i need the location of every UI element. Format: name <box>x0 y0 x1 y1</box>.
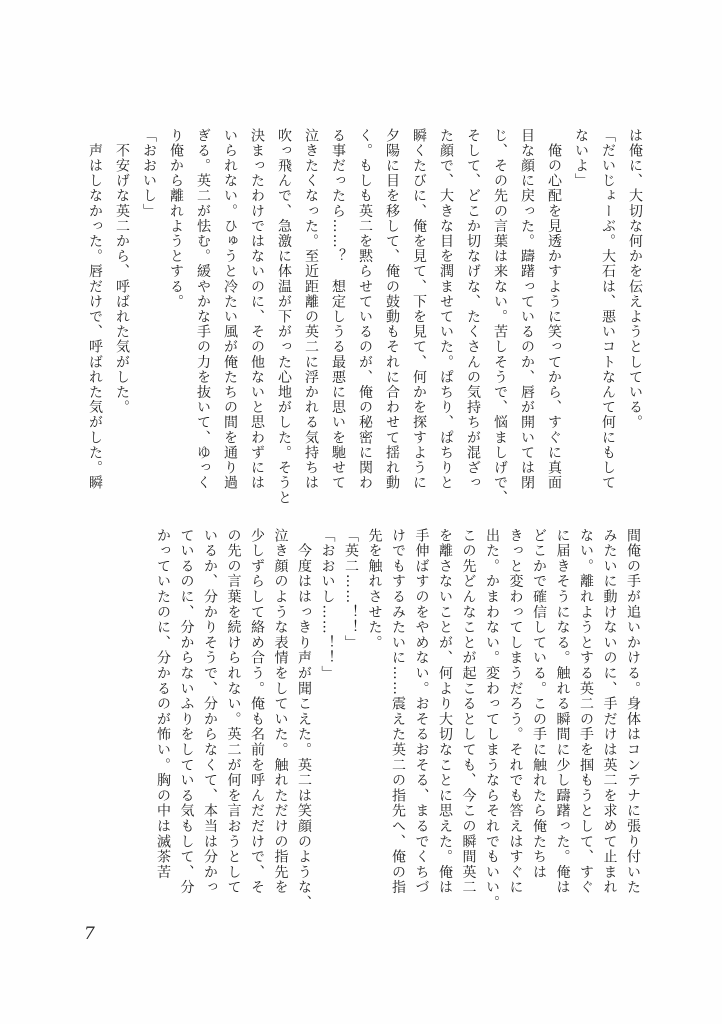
text-column: 泣き顔のような表情をしていた。触れただけの指先を <box>272 528 289 896</box>
text-column: を離さないことが、何より大切なことに思えた。俺は <box>437 528 453 896</box>
text-column: いられない。ひゅうと冷たい風が俺たちの間を通り過 <box>222 128 238 491</box>
text-column: みたいに動けないのに、手だけは英二を求めて止まれ <box>601 528 618 896</box>
text-column: そして、どこか切なげな、たくさんの気持ちが混ざっ <box>465 128 481 491</box>
text-column: 泣きたくなった。至近距離の英二に浮かれる気持ちは <box>303 128 319 491</box>
text-column: 声はしなかった。唇だけで、呼ばれた気がした。瞬 <box>87 128 103 491</box>
text-column: けでもするみたいに……震えた英二の指先へ、俺の指 <box>390 528 406 896</box>
text-column: 「だいじょーぶ。大石は、悪いコトなんて何にもして <box>600 128 616 491</box>
text-column: ないよ」 <box>573 128 589 189</box>
page-number: 7 <box>84 924 95 944</box>
text-column: 少しずらして絡め合う。俺も名前を呼んだだけで、そ <box>249 528 265 896</box>
story-text-top-block <box>81 128 648 506</box>
text-column: 決まったわけではないのに、その他ないと思わずには <box>249 128 265 491</box>
text-column: く。もしも英二を黙らせているのが、俺の秘密に関わ <box>357 128 373 491</box>
text-column: は俺に、大切な何かを伝えようとしている。 <box>627 128 643 430</box>
text-column: た顔で、大きな目を潤ませていた。ぱちり、ぱちりと <box>438 128 454 491</box>
text-column: ているのに、分からないふりをしている気もして、分 <box>178 528 195 896</box>
text-column: 俺の心配を見透かすように笑ってから、すぐに真面 <box>546 128 562 491</box>
text-column: 「おおいし」 <box>141 128 157 219</box>
text-column: ない。離れようとする英二の手を掴もうとして、すぐ <box>578 528 594 896</box>
text-column: 「おおいし……！！」 <box>319 528 336 681</box>
text-column: かっていたのに、分かるのが怖い。胸の中は滅茶苦 <box>155 528 171 880</box>
text-column: 出た。かまわない。変わってしまうならそれでもいい。 <box>484 528 500 911</box>
text-column: 夕陽に目を移して、俺の鼓動もそれに合わせて揺れ動 <box>384 128 400 491</box>
text-column: じ、その先の言葉は来ない。苦しそうで、悩ましげで、 <box>492 128 508 506</box>
text-column: に届きそうになる。触れる瞬間に少し躊躇った。俺は <box>554 528 571 896</box>
text-column: 「英二……！！」 <box>343 528 359 651</box>
text-column: いるか、分かりそうで、分からなくて、本当は分かっ <box>202 528 218 896</box>
text-column: ぎる。英二が怯む。緩やかな手の力を抜いて、ゆっく <box>195 128 211 491</box>
text-column: この先どんなことが起こるとしても、今この瞬間英二 <box>460 528 477 896</box>
story-text-bottom-block <box>151 528 645 911</box>
text-column: どこかで確信している。この手に触れたら俺たちは <box>531 528 547 880</box>
text-column: 吹っ飛んで、急激に体温が下がった心地がした。そうと <box>276 128 292 506</box>
text-column: り俺から離れようとする。 <box>168 128 184 310</box>
text-column: きっと変わってしまうだろう。それでも答えはすぐに <box>507 528 524 896</box>
text-column: 手伸ばすのをやめない。おそるおそる、まるでくちづ <box>413 528 430 896</box>
text-column: 瞬くたびに、俺を見て、下を見て、何かを探すように <box>411 128 427 491</box>
text-column: 不安げな英二から、呼ばれた気がした。 <box>114 128 130 415</box>
text-column: る事だったら……？ 想定しうる最悪に思いを馳せて <box>330 128 346 491</box>
text-column: 先を触れさせた。 <box>366 528 383 651</box>
text-column: 今度ははっきり声が聞こえた。英二は笑顔のような、 <box>296 528 312 911</box>
text-column: 目な顔に戻った。躊躇っているのか、唇が開いては閉 <box>519 128 535 491</box>
text-column: の先の言葉を続けられない。英二が何を言おうとして <box>225 528 242 896</box>
text-column: 間俺の手が追いかける。身体はコンテナに張り付いた <box>625 528 641 896</box>
